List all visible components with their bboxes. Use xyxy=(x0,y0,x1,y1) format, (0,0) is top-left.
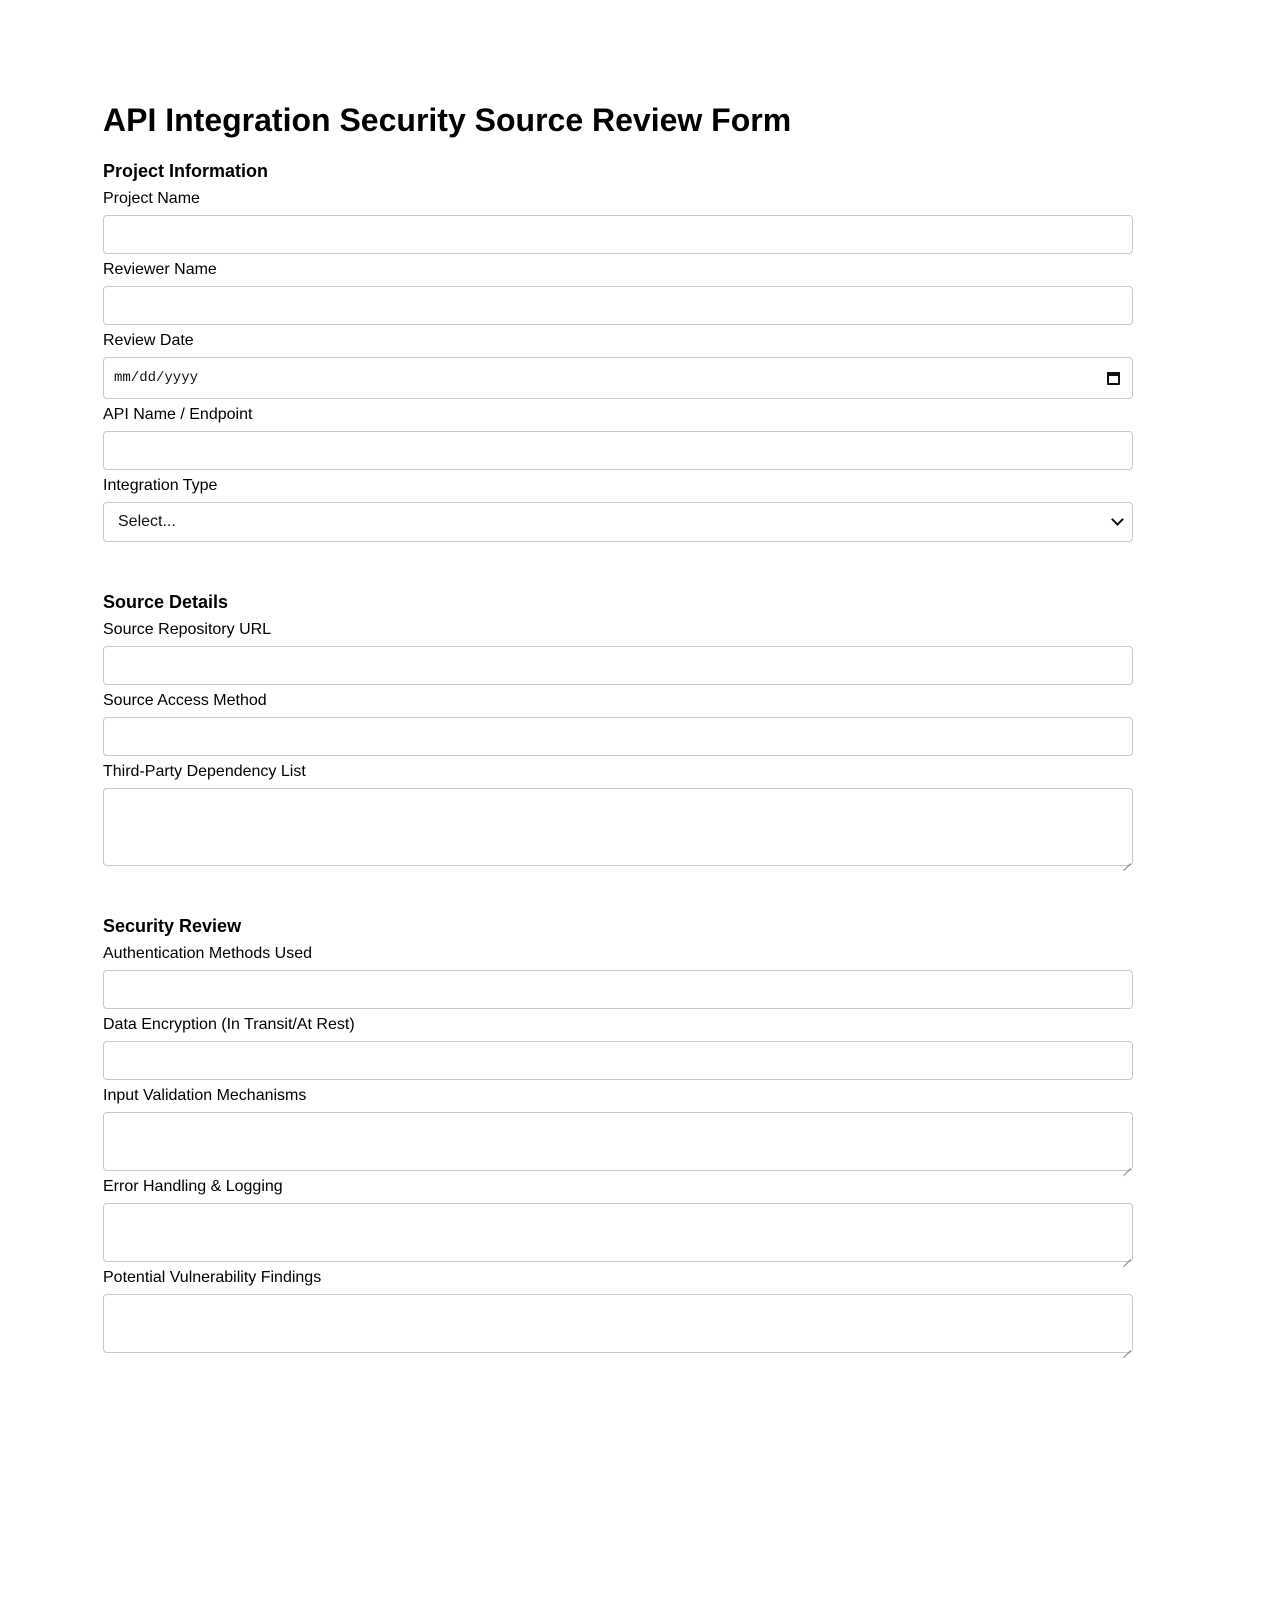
api-name-label: API Name / Endpoint xyxy=(103,406,253,423)
input-validation-textarea[interactable] xyxy=(103,1112,1133,1171)
review-form xyxy=(103,96,1133,1353)
resize-handle-icon[interactable] xyxy=(1122,1160,1131,1169)
auth-methods-label: Authentication Methods Used xyxy=(103,945,313,962)
review-date-label: Review Date xyxy=(103,332,194,349)
access-method-label: Source Access Method xyxy=(103,692,267,709)
data-encryption-input[interactable] xyxy=(103,1041,1133,1080)
error-handling-textarea[interactable] xyxy=(103,1203,1133,1262)
review-date-placeholder: mm/dd/yyyy xyxy=(114,370,199,386)
resize-handle-icon[interactable] xyxy=(1122,1342,1131,1351)
project-name-input[interactable] xyxy=(103,215,1133,254)
section-heading-source-details: Source Details xyxy=(103,592,229,612)
integration-type-selected-value: Select... xyxy=(118,513,176,530)
dependency-list-textarea[interactable] xyxy=(103,788,1133,866)
reviewer-name-input[interactable] xyxy=(103,286,1133,325)
resize-handle-icon[interactable] xyxy=(1122,1251,1131,1260)
resize-handle-icon[interactable] xyxy=(1122,855,1131,864)
section-security-review xyxy=(103,914,1133,1353)
access-method-input[interactable] xyxy=(103,717,1133,756)
api-name-input[interactable] xyxy=(103,431,1133,470)
repo-url-label: Source Repository URL xyxy=(103,621,272,638)
review-date-input[interactable] xyxy=(103,357,1133,399)
reviewer-name-label: Reviewer Name xyxy=(103,261,217,278)
integration-type-label: Integration Type xyxy=(103,477,218,494)
error-handling-label: Error Handling & Logging xyxy=(103,1178,283,1195)
vulnerability-findings-textarea[interactable] xyxy=(103,1294,1133,1353)
repo-url-input[interactable] xyxy=(103,646,1133,685)
dependency-list-label: Third-Party Dependency List xyxy=(103,763,306,780)
input-validation-label: Input Validation Mechanisms xyxy=(103,1087,307,1104)
section-heading-project-information: Project Information xyxy=(103,161,269,181)
section-source-details xyxy=(103,590,1133,866)
page-title: API Integration Security Source Review Form xyxy=(103,102,792,138)
section-heading-security-review: Security Review xyxy=(103,916,242,936)
integration-type-select[interactable] xyxy=(103,502,1133,542)
calendar-icon[interactable] xyxy=(1107,372,1120,385)
data-encryption-label: Data Encryption (In Transit/At Rest) xyxy=(103,1016,355,1033)
section-project-information xyxy=(103,159,1133,542)
project-name-label: Project Name xyxy=(103,190,200,207)
chevron-down-icon xyxy=(1111,513,1124,526)
vulnerability-findings-label: Potential Vulnerability Findings xyxy=(103,1269,322,1286)
auth-methods-input[interactable] xyxy=(103,970,1133,1009)
